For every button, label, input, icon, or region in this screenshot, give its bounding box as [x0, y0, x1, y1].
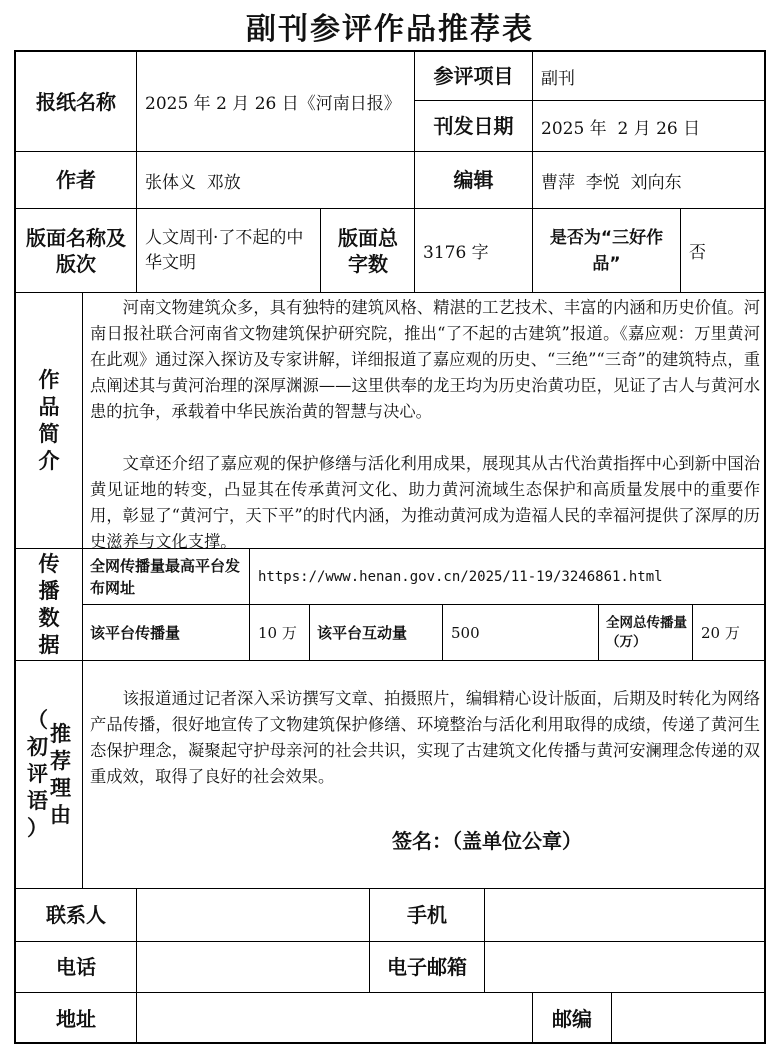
postcode-label: 邮编 — [552, 1006, 592, 1031]
top-platform-url[interactable]: https://www.henan.gov.cn/2025/11-19/3246861.html — [258, 568, 663, 585]
mobile-label: 手机 — [407, 903, 447, 927]
top-platform-label: 全网传播量最高平台发布网址 — [90, 556, 241, 597]
author-value: 张体义 邓放 — [145, 172, 241, 193]
phone-value[interactable] — [137, 942, 369, 992]
form-title: 副刊参评作品推荐表 — [246, 12, 534, 47]
editor-value: 曹萍 李悦 刘向东 — [541, 172, 682, 193]
contact-label: 联系人 — [46, 903, 106, 927]
editor-label: 编辑 — [453, 168, 494, 192]
item-label: 参评项目 — [433, 64, 514, 88]
recommendation-form — [14, 50, 766, 1044]
total-value: 20 万 — [701, 624, 740, 642]
page-label: 版面名称及版次 — [26, 225, 126, 276]
sanhao-value: 否 — [689, 243, 706, 263]
page-value: 人文周刊·了不起的中华文明 — [145, 227, 304, 273]
item-value: 副刊 — [541, 68, 575, 89]
platform-reach-label: 该平台传播量 — [90, 623, 181, 642]
intro-paragraph-1: 河南文物建筑众多，具有独特的建筑风格、精湛的工艺技术、丰富的内涵和历史价值。河南日报社联合河南省文物建筑保护研究院，推出“了不起的古建筑”报道。《嘉应观：万里黄河在此观》通过深入探访及专家讲解，详细报道了嘉应观的历史、“三绝”“三奇”的建筑特点，重点阐述其与黄河治理的深厚渊源——这里供奉的龙王均为历史治黄功臣，见证了古人与黄河水患的抗争，承载着中华民族治黄的智慧与决心。 — [90, 298, 760, 421]
interaction-label: 该平台互动量 — [317, 623, 408, 642]
sanhao-label: 是否为“三好作品” — [549, 227, 664, 274]
contact-value[interactable] — [137, 889, 369, 941]
date-label: 刊发日期 — [433, 114, 514, 138]
newspaper-label: 报纸名称 — [36, 89, 116, 114]
postcode-value[interactable] — [612, 993, 766, 1044]
address-label: 地址 — [56, 1006, 96, 1031]
address-value[interactable] — [137, 993, 532, 1044]
wordcount-label: 版面总字数 — [338, 225, 398, 276]
newspaper-value: 2025 年 2 月 26 日《河南日报》 — [145, 94, 401, 114]
spread-label: 传 播 数 据 — [38, 551, 60, 657]
date-value: 2025 年 2 月 26 日 — [541, 118, 701, 139]
signature-line: 签名：（盖单位公章） — [392, 828, 582, 853]
email-label: 电子邮箱 — [387, 955, 467, 979]
intro-paragraph-2: 文章还介绍了嘉应观的保护修缮与活化利用成果，展现其从古代治黄指挥中心到新中国治黄见证地的转变，凸显其在传承黄河文化、助力黄河流域生态保护和高质量发展中的重要作用，彰显了“黄河宁，天下平”的时代内涵，为推动黄河成为造福人民的幸福河提供了深厚的历史滋养与文化支撑。 — [90, 454, 760, 551]
phone-label: 电话 — [56, 955, 96, 979]
wordcount-value: 3176 字 — [423, 243, 489, 263]
email-value[interactable] — [485, 942, 766, 992]
mobile-value[interactable] — [485, 889, 766, 941]
total-label: 全网总传播量（万） — [606, 614, 687, 650]
intro-label: 作 品 简 介 — [38, 367, 60, 473]
platform-reach-value: 10 万 — [258, 624, 297, 642]
reason-label: （ 初 评 语 ） 推 荐 理 由 — [27, 708, 71, 840]
interaction-value: 500 — [451, 623, 480, 642]
reason-text: 该报道通过记者深入采访撰写文章、拍摄照片，编辑精心设计版面，后期及时转化为网络产品传播，很好地宣传了文物建筑保护修缮、环境整治与活化利用取得的成绩，传递了黄河生态保护理念，凝聚起守护母亲河的社会共识，实现了古建筑文化传播与黄河安澜理念传递的双重成效，取得了良好的社会效果。 — [90, 689, 760, 786]
author-label: 作者 — [56, 168, 96, 192]
